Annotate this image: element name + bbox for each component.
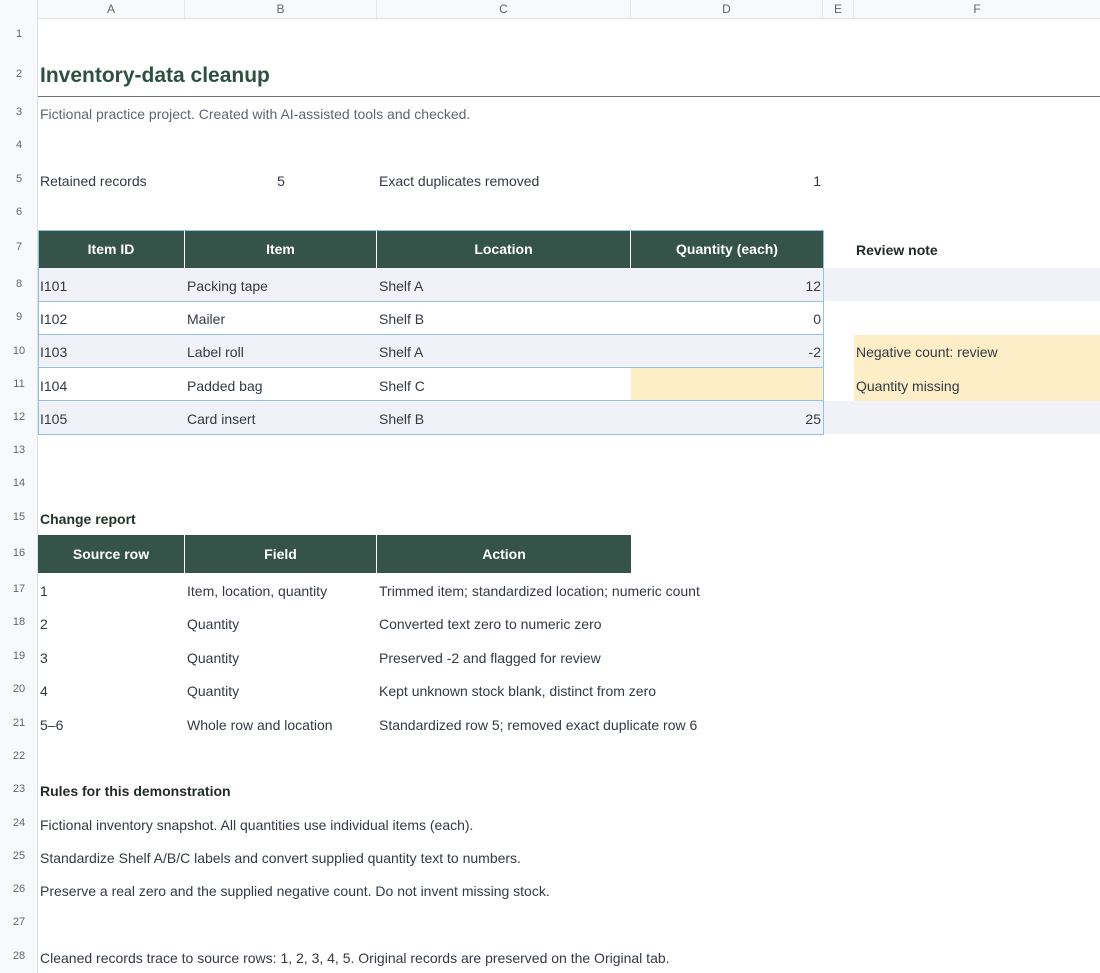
cell-location[interactable]: Shelf C xyxy=(379,378,425,394)
column-header-a[interactable]: A xyxy=(38,0,185,19)
cell-field[interactable]: Quantity xyxy=(187,683,240,699)
column-header-f[interactable]: F xyxy=(973,2,981,16)
trace-footer[interactable]: Cleaned records trace to source rows: 1, 2, 3, 4, 5. Original records are preserved on the Original tab. xyxy=(40,950,670,966)
row-header[interactable]: 6 xyxy=(15,206,23,218)
cell-quantity[interactable]: 25 xyxy=(805,411,821,427)
cell-review-note[interactable]: Negative count: review xyxy=(856,344,998,360)
column-header-c[interactable]: C xyxy=(377,0,631,19)
row-header[interactable]: 12 xyxy=(12,411,26,423)
cell-item[interactable]: Label roll xyxy=(187,344,244,360)
column-header-e[interactable]: E xyxy=(823,0,854,19)
row-header[interactable]: 19 xyxy=(12,650,26,662)
duplicates-removed-label[interactable]: Exact duplicates removed xyxy=(379,173,540,189)
cell-field[interactable]: Quantity xyxy=(187,616,240,632)
retained-records-value[interactable]: 5 xyxy=(277,173,285,189)
cell-source-row[interactable]: 1 xyxy=(40,583,48,599)
page-title[interactable]: Inventory-data cleanup xyxy=(40,64,270,87)
header-item-id[interactable]: Item ID xyxy=(38,230,185,268)
header-location[interactable]: Location xyxy=(377,230,631,268)
row-header[interactable]: 14 xyxy=(12,477,26,489)
cell-field[interactable]: Item, location, quantity xyxy=(187,583,328,599)
change-report-label[interactable]: Change report xyxy=(40,511,136,527)
rule-line[interactable]: Standardize Shelf A/B/C labels and convert supplied quantity text to numbers. xyxy=(40,850,521,866)
row-divider xyxy=(38,301,824,302)
cell-location[interactable]: Shelf B xyxy=(379,311,425,327)
rules-label[interactable]: Rules for this demonstration xyxy=(40,783,231,799)
cell-item-id[interactable]: I103 xyxy=(40,344,68,360)
row-divider xyxy=(38,334,824,335)
cell-review-note[interactable]: Quantity missing xyxy=(856,378,960,394)
header-field[interactable]: Field xyxy=(185,535,377,573)
row-header[interactable]: 2 xyxy=(15,68,23,80)
cell-field[interactable]: Quantity xyxy=(187,650,240,666)
row-header[interactable]: 5 xyxy=(15,173,23,185)
cell-source-row[interactable]: 4 xyxy=(40,683,48,699)
row-header[interactable]: 9 xyxy=(15,311,23,323)
row-header[interactable]: 22 xyxy=(12,750,26,762)
header-quantity[interactable]: Quantity (each) xyxy=(631,230,823,268)
title-divider xyxy=(38,96,1100,97)
row-header[interactable]: 18 xyxy=(12,616,26,628)
column-header-b[interactable]: B xyxy=(185,0,377,19)
row-header[interactable]: 11 xyxy=(13,378,25,390)
cell-action[interactable]: Trimmed item; standardized location; numeric count xyxy=(379,583,700,599)
cell-item-id[interactable]: I102 xyxy=(40,311,68,327)
cell-quantity[interactable]: 0 xyxy=(813,311,821,327)
header-source-row[interactable]: Source row xyxy=(38,535,185,573)
row-header[interactable]: 13 xyxy=(12,444,26,456)
header-item[interactable]: Item xyxy=(185,230,377,268)
rule-line[interactable]: Fictional inventory snapshot. All quantities use individual items (each). xyxy=(40,817,474,833)
cell-source-row[interactable]: 3 xyxy=(40,650,48,666)
row-header[interactable]: 3 xyxy=(15,106,23,118)
row-header[interactable]: 21 xyxy=(12,717,26,729)
row-header[interactable]: 27 xyxy=(12,916,26,928)
cell-action[interactable]: Preserved -2 and flagged for review xyxy=(379,650,601,666)
row-header[interactable]: 26 xyxy=(12,883,26,895)
row-header[interactable]: 7 xyxy=(15,241,23,253)
row-header[interactable]: 28 xyxy=(12,950,26,962)
missing-quantity-highlight xyxy=(631,368,823,401)
row-header[interactable]: 10 xyxy=(12,345,26,357)
row-header[interactable]: 20 xyxy=(12,683,26,695)
retained-records-label[interactable]: Retained records xyxy=(40,173,147,189)
rule-line[interactable]: Preserve a real zero and the supplied negative count. Do not invent missing stock. xyxy=(40,883,550,899)
cell-source-row[interactable]: 2 xyxy=(40,616,48,632)
cell-action[interactable]: Kept unknown stock blank, distinct from zero xyxy=(379,683,657,699)
cell-action[interactable]: Standardized row 5; removed exact duplicate row 6 xyxy=(379,717,698,733)
row-header[interactable]: 16 xyxy=(12,547,26,559)
row-header[interactable]: 25 xyxy=(12,850,26,862)
cell-item-id[interactable]: I104 xyxy=(40,378,68,394)
row-header[interactable]: 4 xyxy=(15,139,23,151)
cell-quantity[interactable]: -2 xyxy=(808,344,821,360)
row-header[interactable]: 23 xyxy=(12,783,26,795)
cell-location[interactable]: Shelf B xyxy=(379,411,425,427)
page-subtitle[interactable]: Fictional practice project. Created with AI-assisted tools and checked. xyxy=(40,106,471,122)
cell-location[interactable]: Shelf A xyxy=(379,344,424,360)
cell-field[interactable]: Whole row and location xyxy=(187,717,333,733)
cell-source-row[interactable]: 5–6 xyxy=(40,717,64,733)
column-header-bar xyxy=(0,0,1100,19)
cell-quantity[interactable]: 12 xyxy=(805,278,821,294)
duplicates-removed-value[interactable]: 1 xyxy=(813,173,821,189)
cell-item[interactable]: Padded bag xyxy=(187,378,263,394)
cell-item[interactable]: Card insert xyxy=(187,411,256,427)
cell-item[interactable]: Packing tape xyxy=(187,278,268,294)
cell-item-id[interactable]: I101 xyxy=(40,278,68,294)
header-review-note[interactable]: Review note xyxy=(856,242,938,258)
row-header[interactable]: 17 xyxy=(12,583,26,595)
select-all-corner[interactable] xyxy=(0,0,38,19)
row-divider xyxy=(38,400,824,401)
header-action[interactable]: Action xyxy=(377,535,631,573)
row-divider xyxy=(38,367,824,368)
row-header-bar xyxy=(0,19,38,973)
cell-location[interactable]: Shelf A xyxy=(379,278,424,294)
row-header[interactable]: 8 xyxy=(15,278,23,290)
row-header[interactable]: 1 xyxy=(15,28,23,40)
column-header-d[interactable]: D xyxy=(631,0,823,19)
row-header[interactable]: 15 xyxy=(12,511,26,523)
cell-item[interactable]: Mailer xyxy=(187,311,226,327)
cell-item-id[interactable]: I105 xyxy=(40,411,68,427)
cell-action[interactable]: Converted text zero to numeric zero xyxy=(379,616,602,632)
row-header[interactable]: 24 xyxy=(12,817,26,829)
